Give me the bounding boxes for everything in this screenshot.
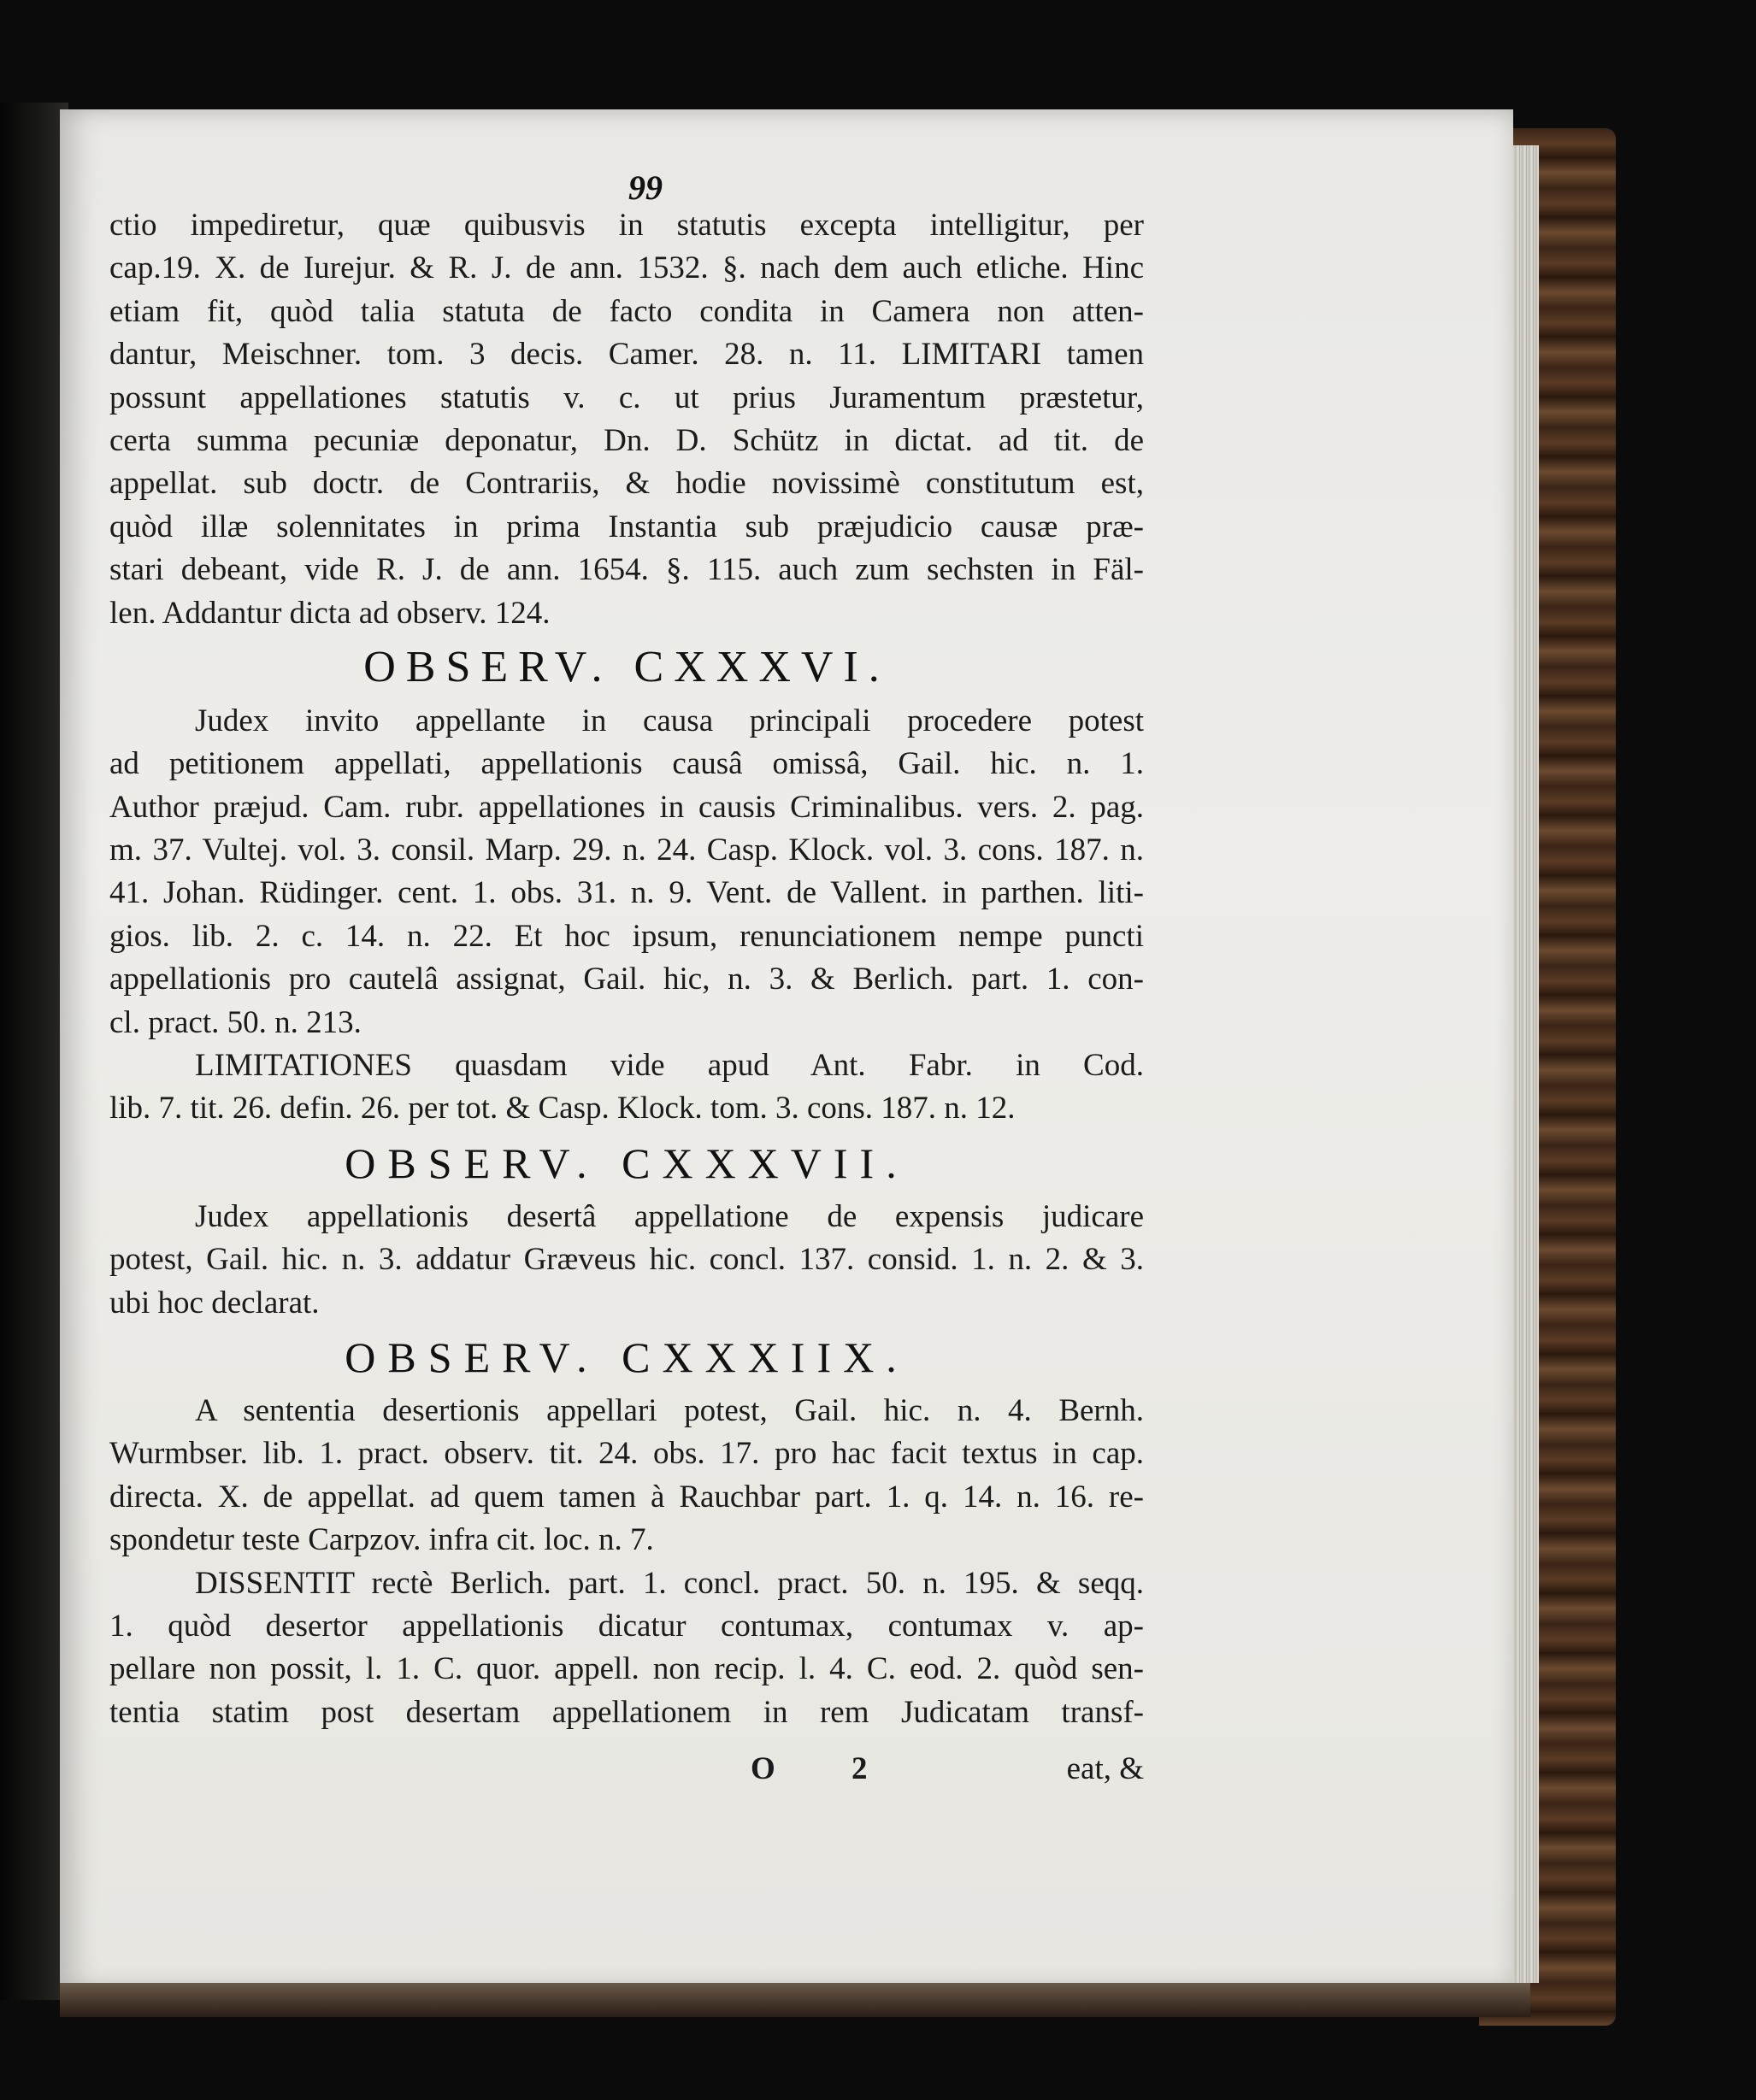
text-line: LIMITATIONES quasdam vide apud Ant. Fabr. in Cod. xyxy=(195,1048,1144,1084)
text-line: appellationis pro cautelâ assignat, Gail. hic, n. 3. & Berlich. part. 1. con- xyxy=(109,962,1144,997)
text-line: dantur, Meischner. tom. 3 decis. Camer. 28. n. 11. LIMITARI tamen xyxy=(109,337,1144,373)
text-line: lib. 7. tit. 26. defin. 26. per tot. & Casp. Klock. tom. 3. cons. 187. n. 12. xyxy=(109,1091,1016,1126)
text-line: Judex invito appellante in causa principali procedere potest xyxy=(195,703,1144,738)
text-line: quòd illæ solennitates in prima Instantia sub præjudicio causæ præ- xyxy=(109,509,1144,544)
text-line: 1. quòd desertor appellationis dicatur contumax, contumax v. ap- xyxy=(109,1608,1144,1644)
text-line: tentia statim post desertam appellationem in rem Judicatam transf- xyxy=(109,1694,1144,1730)
text-line: Judex appellationis desertâ appellatione de expensis judicare xyxy=(195,1198,1144,1234)
text-line: cap.19. X. de Iurejur. & R. J. de ann. 1532. §. nach dem auch etliche. Hinc xyxy=(109,250,1144,286)
text-line: stari debeant, vide R. J. de ann. 1654. §. 115. auch zum sechsten in Fäl- xyxy=(109,552,1144,588)
text-line: pellare non possit, l. 1. C. quor. appell. non recip. l. 4. C. eod. 2. quòd sen- xyxy=(109,1651,1144,1687)
paragraph-137 xyxy=(109,1196,1144,1325)
text-line: possunt appellationes statutis v. c. ut prius Juramentum præstetur, xyxy=(109,379,1144,415)
dissentit-138 xyxy=(109,1562,1144,1735)
text-line: spondetur teste Carpzov. infra cit. loc. n. 7. xyxy=(109,1522,654,1558)
text-line: etiam fit, quòd talia statuta de facto condita in Camera non atten- xyxy=(109,293,1144,329)
text-line: appellat. sub doctr. de Contrariis, & hodie novissimè constitutum est, xyxy=(109,466,1144,502)
signature-mark: O 2 xyxy=(751,1751,902,1786)
text-line: directa. X. de appellat. ad quem tamen à Rauchbar part. 1. q. 14. n. 16. re- xyxy=(109,1479,1144,1515)
binding-shadow xyxy=(0,103,68,2000)
text-line: potest, Gail. hic. n. 3. addatur Græveus hic. concl. 137. consid. 1. n. 2. & 3. xyxy=(109,1242,1144,1278)
text-line: certa summa pecuniæ deponatur, Dn. D. Schütz in dictat. ad tit. de xyxy=(109,422,1144,458)
continued-paragraph xyxy=(109,204,1144,635)
book-bottom-edge xyxy=(60,1983,1530,2017)
limitationes-136 xyxy=(109,1044,1144,1131)
page-number: 99 xyxy=(628,168,663,207)
catchword: eat, & xyxy=(1066,1751,1144,1786)
text-line: Author præjud. Cam. rubr. appellationes in causis Criminalibus. vers. 2. pag. xyxy=(109,789,1144,825)
text-line: m. 37. Vultej. vol. 3. consil. Marp. 29. n. 24. Casp. Klock. vol. 3. cons. 187. n. xyxy=(109,832,1144,868)
section-heading-138: OBSERV. CXXXIIX. xyxy=(345,1332,909,1381)
text-line: len. Addantur dicta ad observ. 124. xyxy=(109,595,551,631)
text-block xyxy=(109,167,1144,1734)
text-line: Wurmbser. lib. 1. pract. observ. tit. 24. obs. 17. pro hac facit textus in cap. xyxy=(109,1436,1144,1472)
text-line: ad petitionem appellati, appellationis causâ omissâ, Gail. hic. n. 1. xyxy=(109,746,1144,782)
text-line: DISSENTIT rectè Berlich. part. 1. concl. pract. 50. n. 195. & seqq. xyxy=(195,1565,1144,1601)
text-line: ctio impediretur, quæ quibusvis in statutis excepta intelligitur, per xyxy=(109,208,1144,243)
text-line: ubi hoc declarat. xyxy=(109,1285,320,1321)
section-heading-136: OBSERV. CXXXVI. xyxy=(363,642,890,691)
text-line: A sententia desertionis appellari potest, Gail. hic. n. 4. Bernh. xyxy=(195,1392,1144,1428)
text-line: 41. Johan. Rüdinger. cent. 1. obs. 31. n. 9. Vent. de Vallent. in parthen. liti- xyxy=(109,875,1144,911)
page-footer xyxy=(109,1750,1144,1793)
section-heading-137: OBSERV. CXXXVII. xyxy=(345,1138,909,1187)
text-line: cl. pract. 50. n. 213. xyxy=(109,1004,362,1040)
paragraph-138 xyxy=(109,1390,1144,1562)
text-line: gios. lib. 2. c. 14. n. 22. Et hoc ipsum, renunciationem nempe puncti xyxy=(109,918,1144,954)
paragraph-136 xyxy=(109,700,1144,1044)
